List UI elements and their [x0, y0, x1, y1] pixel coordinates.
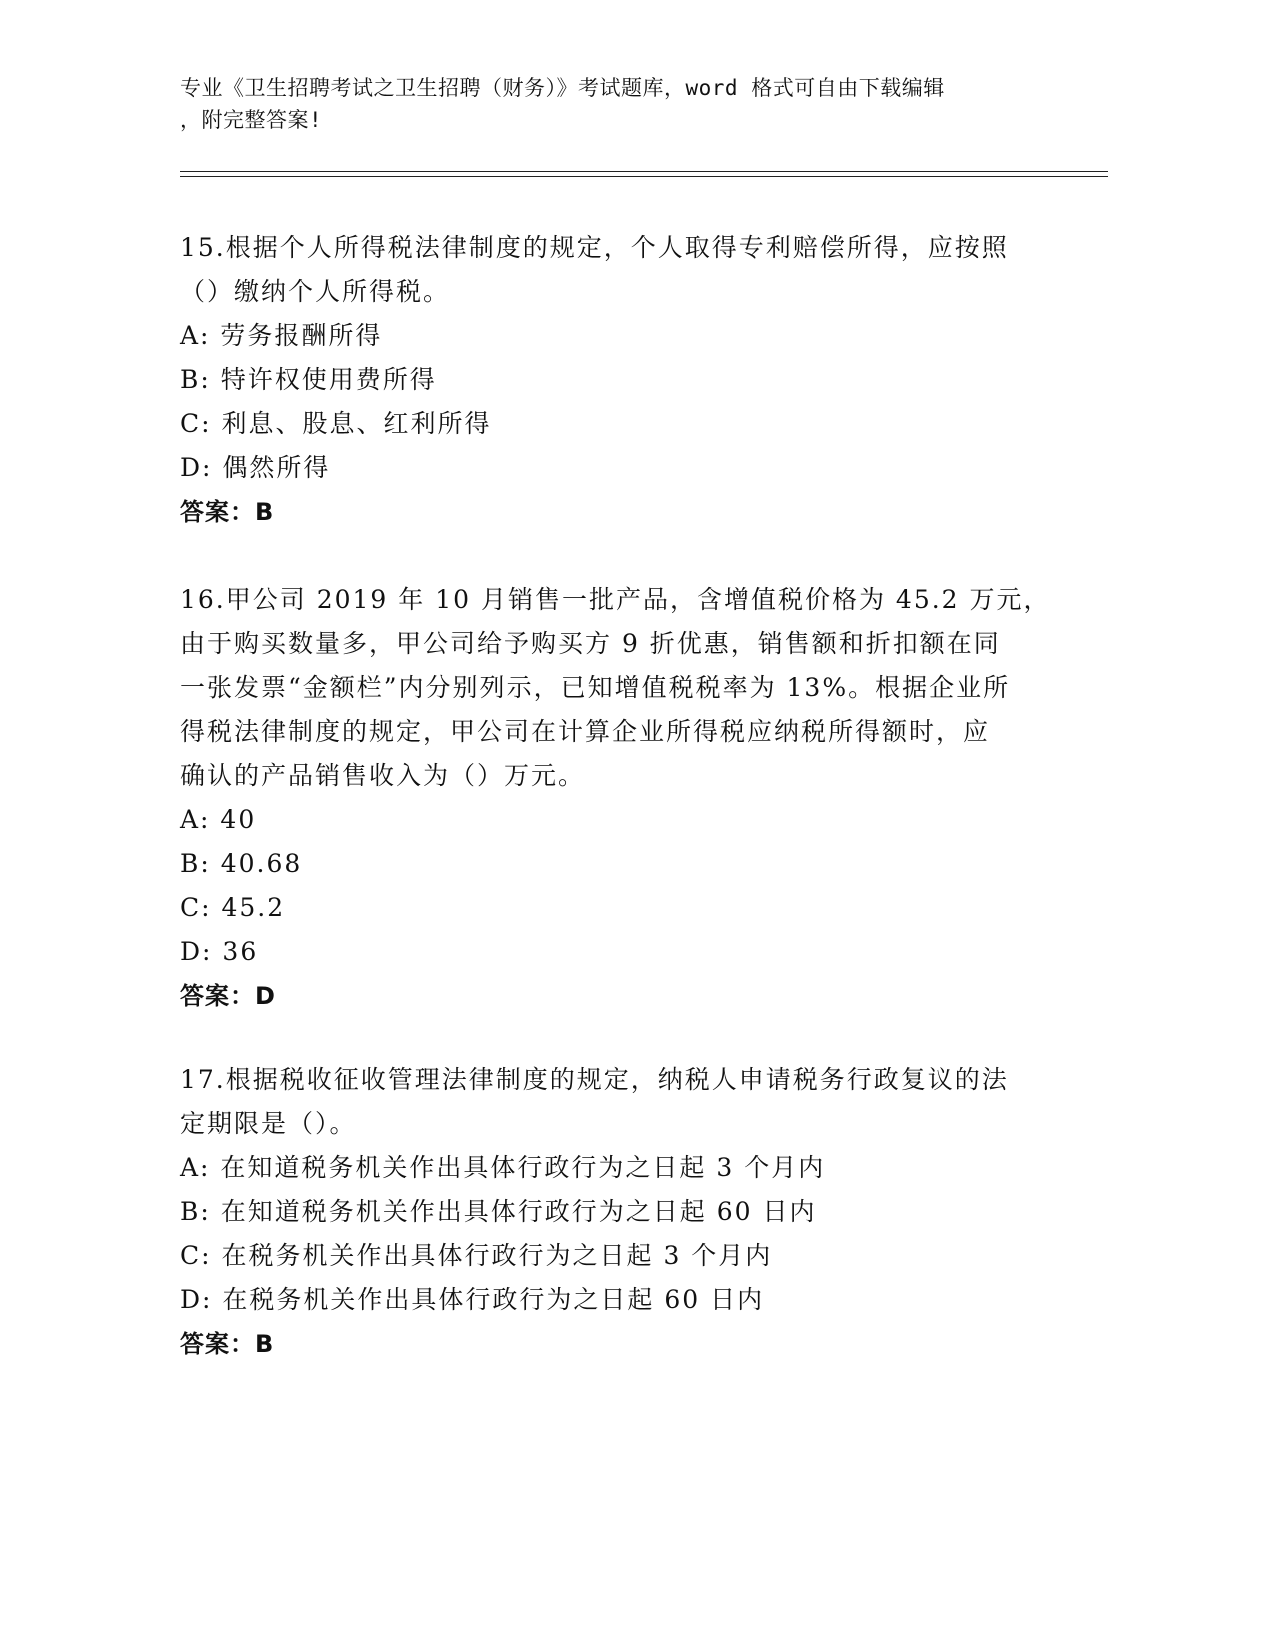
option-c: C: 在税务机关作出具体行政行为之日起 3 个月内: [180, 1241, 773, 1270]
header-line-1: 专业《卫生招聘考试之卫生招聘（财务）》考试题库，word 格式可自由下载编辑: [180, 76, 945, 100]
option-a: A: 劳务报酬所得: [180, 321, 383, 350]
option-d: D: 36: [180, 937, 259, 966]
question-stem-line: 15.根据个人所得税法律制度的规定，个人取得专利赔偿所得，应按照: [180, 233, 1009, 262]
option-a: A: 在知道税务机关作出具体行政行为之日起 3 个月内: [180, 1153, 826, 1182]
option-d: D: 在税务机关作出具体行政行为之日起 60 日内: [180, 1285, 765, 1314]
option-b: B: 40.68: [180, 849, 303, 878]
option-c: C: 利息、股息、红利所得: [180, 409, 492, 438]
question-stem-line: 一张发票“金额栏”内分别列示，已知增值税税率为 13%。根据企业所: [180, 673, 1011, 702]
question-17: [180, 1058, 1050, 1366]
option-c: C: 45.2: [180, 893, 286, 922]
option-b: B: 在知道税务机关作出具体行政行为之日起 60 日内: [180, 1197, 817, 1226]
question-stem-line: 定期限是（）。: [180, 1109, 357, 1138]
answer-label: 答案：D: [180, 982, 276, 1010]
document-header: [180, 72, 1060, 136]
option-b: B: 特许权使用费所得: [180, 365, 437, 394]
question-stem-line: 确认的产品销售收入为（）万元。: [180, 761, 586, 790]
question-stem-line: 17.根据税收征收管理法律制度的规定，纳税人申请税务行政复议的法: [180, 1065, 1009, 1094]
answer-label: 答案：B: [180, 1330, 275, 1358]
header-line-2: ，附完整答案!: [180, 108, 323, 132]
option-a: A: 40: [180, 805, 257, 834]
question-stem-line: 由于购买数量多，甲公司给予购买方 9 折优惠，销售额和折扣额在同: [180, 629, 1001, 658]
question-stem-line: （）缴纳个人所得税。: [180, 277, 451, 306]
answer-label: 答案：B: [180, 498, 275, 526]
question-stem-line: 得税法律制度的规定，甲公司在计算企业所得税应纳税所得额时，应: [180, 717, 991, 746]
header-divider-top: [180, 171, 1108, 172]
question-16: [180, 578, 1050, 1018]
question-15: [180, 226, 1050, 534]
option-d: D: 偶然所得: [180, 453, 331, 482]
question-stem-line: 16.甲公司 2019 年 10 月销售一批产品，含增值税价格为 45.2 万元，: [180, 585, 1051, 614]
header-divider-bottom: [180, 176, 1108, 177]
